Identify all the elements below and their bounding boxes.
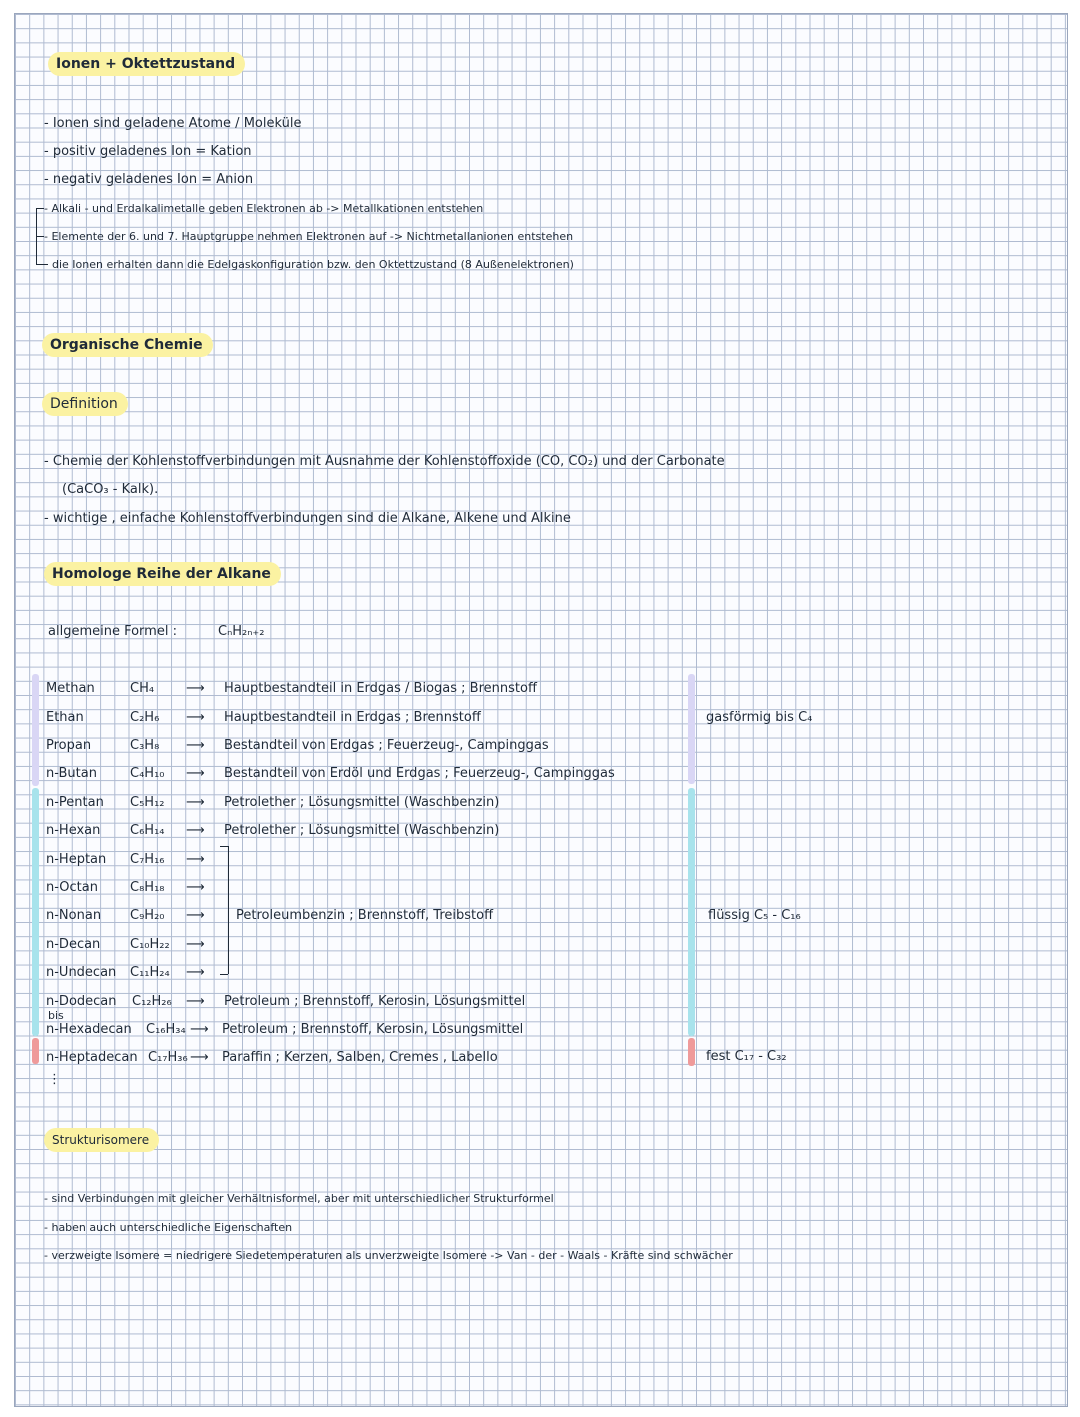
heading-definition: Definition [42,392,128,416]
alkane-name: n-Butan [46,766,97,781]
alkane-use: Bestandteil von Erdöl und Erdgas ; Feuerzeug-, Campinggas [224,766,615,781]
ionen-bracket-mid [36,236,44,237]
alkane-formula: C₆H₁₄ [130,823,165,838]
isomere-line-2: - haben auch unterschiedliche Eigenschaften [44,1221,293,1234]
heading-ionen: Ionen + Oktettzustand [48,52,245,76]
heading-organische-chemie: Organische Chemie [42,333,213,357]
alkane-name: Ethan [46,710,84,725]
state-liquid: flüssig C₅ - C₁₆ [708,908,801,923]
ionen-line-3: - negativ geladenes Ion = Anion [44,172,254,187]
alkane-name: n-Decan [46,937,101,952]
alkane-formula: C₂H₆ [130,710,160,725]
arrow-icon: ⟶ [186,710,205,725]
state-gas: gasförmig bis C₄ [706,710,813,725]
formula-label: allgemeine Formel : [48,624,177,639]
alkane-use: Paraffin ; Kerzen, Salben, Cremes , Labello [222,1050,498,1065]
bar-gas-left [32,674,39,786]
state-solid: fest C₁₇ - C₃₂ [706,1049,787,1064]
organik-line-2: (CaCO₃ - Kalk). [62,482,159,497]
alkane-use: Petroleum ; Brennstoff, Kerosin, Lösungsmittel [222,1022,524,1037]
alkane-name: n-Undecan [46,965,117,980]
arrow-icon: ⟶ [186,880,205,895]
arrow-icon: ⟶ [186,738,205,753]
ionen-bracket-top [36,208,44,209]
alkane-use: Bestandteil von Erdgas ; Feuerzeug-, Campinggas [224,738,549,753]
alkane-formula: C₁₇H₃₆ [148,1050,188,1065]
arrow-icon: ⟶ [186,965,205,980]
alkane-use: Hauptbestandteil in Erdgas / Biogas ; Brennstoff [224,681,537,696]
bar-liquid-right [688,788,695,1036]
alkane-name: Methan [46,681,95,696]
ellipsis: ⋮ [48,1072,61,1087]
petroleumbenzin-bracket [228,846,229,974]
arrow-icon: ⟶ [186,852,205,867]
alkane-formula: C₁₁H₂₄ [130,965,170,980]
ionen-line-1: - Ionen sind geladene Atome / Moleküle [44,116,302,131]
alkane-name: n-Heptan [46,852,107,867]
isomere-line-3: - verzweigte Isomere = niedrigere Siedetemperaturen als unverzweigte Isomere -> Van - der - Waals - Kräfte sind schwächer [44,1249,733,1262]
alkane-formula: C₇H₁₆ [130,852,165,867]
bracket-bottom [220,974,228,975]
arrow-icon: ⟶ [186,766,205,781]
arrow-icon: ⟶ [190,1050,209,1065]
ionen-line-2: - positiv geladenes Ion = Kation [44,144,252,159]
alkane-name: n-Dodecan [46,994,117,1009]
alkane-name: n-Nonan [46,908,102,923]
heading-strukturisomere: Strukturisomere [44,1128,159,1152]
alkane-formula: C₁₆H₃₄ [146,1022,186,1037]
arrow-icon: ⟶ [186,994,205,1009]
alkane-formula: C₅H₁₂ [130,795,165,810]
alkane-formula: C₁₀H₂₂ [130,937,170,952]
arrow-icon: ⟶ [186,937,205,952]
alkane-use: Petrolether ; Lösungsmittel (Waschbenzin) [224,823,500,838]
ionen-line-6: die Ionen erhalten dann die Edelgaskonfiguration bzw. den Oktettzustand (8 Außenelektronen) [52,258,574,271]
ionen-bracket-bottom [36,264,48,265]
ionen-line-5: - Elemente der 6. und 7. Hauptgruppe nehmen Elektronen auf -> Nichtmetallanionen entstehen [44,230,574,243]
alkane-name: n-Heptadecan [46,1050,138,1065]
alkane-name: Propan [46,738,92,753]
alkane-name: n-Hexadecan [46,1022,132,1037]
alkane-name: n-Hexan [46,823,101,838]
isomere-line-1: - sind Verbindungen mit gleicher Verhältnisformel, aber mit unterschiedlicher Strukturformel [44,1192,554,1205]
arrow-icon: ⟶ [186,795,205,810]
alkane-formula: CH₄ [130,681,155,696]
alkane-formula: C₈H₁₈ [130,880,165,895]
ionen-line-4: - Alkali - und Erdalkalimetalle geben Elektronen ab -> Metallkationen entstehen [44,202,484,215]
alkane-name: n-Pentan [46,795,104,810]
bracket-top [220,846,228,847]
alkane-use: Petroleum ; Brennstoff, Kerosin, Lösungsmittel [224,994,526,1009]
general-formula: CₙH₂ₙ₊₂ [218,624,265,639]
arrow-icon: ⟶ [186,823,205,838]
alkane-formula: C₉H₂₀ [130,908,165,923]
alkane-name: n-Octan [46,880,98,895]
alkane-formula: C₃H₈ [130,738,160,753]
arrow-icon: ⟶ [186,908,205,923]
bar-solid-left [32,1038,39,1064]
bar-gas-right [688,674,695,784]
organik-line-3: - wichtige , einfache Kohlenstoffverbindungen sind die Alkane, Alkene und Alkine [44,511,571,526]
bar-solid-right [688,1038,695,1066]
alkane-use: Petrolether ; Lösungsmittel (Waschbenzin) [224,795,500,810]
alkane-use: Hauptbestandteil in Erdgas ; Brennstoff [224,710,481,725]
alkane-formula: C₁₂H₂₆ [132,994,172,1009]
arrow-icon: ⟶ [186,681,205,696]
alkane-formula: C₄H₁₀ [130,766,165,781]
bis-label: bis [48,1009,64,1022]
petroleumbenzin-text: Petroleumbenzin ; Brennstoff, Treibstoff [236,908,494,923]
bar-liquid-left [32,788,39,1036]
arrow-icon: ⟶ [190,1022,209,1037]
heading-homologe-reihe: Homologe Reihe der Alkane [44,562,281,586]
organik-line-1: - Chemie der Kohlenstoffverbindungen mit Ausnahme der Kohlenstoffoxide (CO, CO₂) und der Carbonate [44,454,725,469]
